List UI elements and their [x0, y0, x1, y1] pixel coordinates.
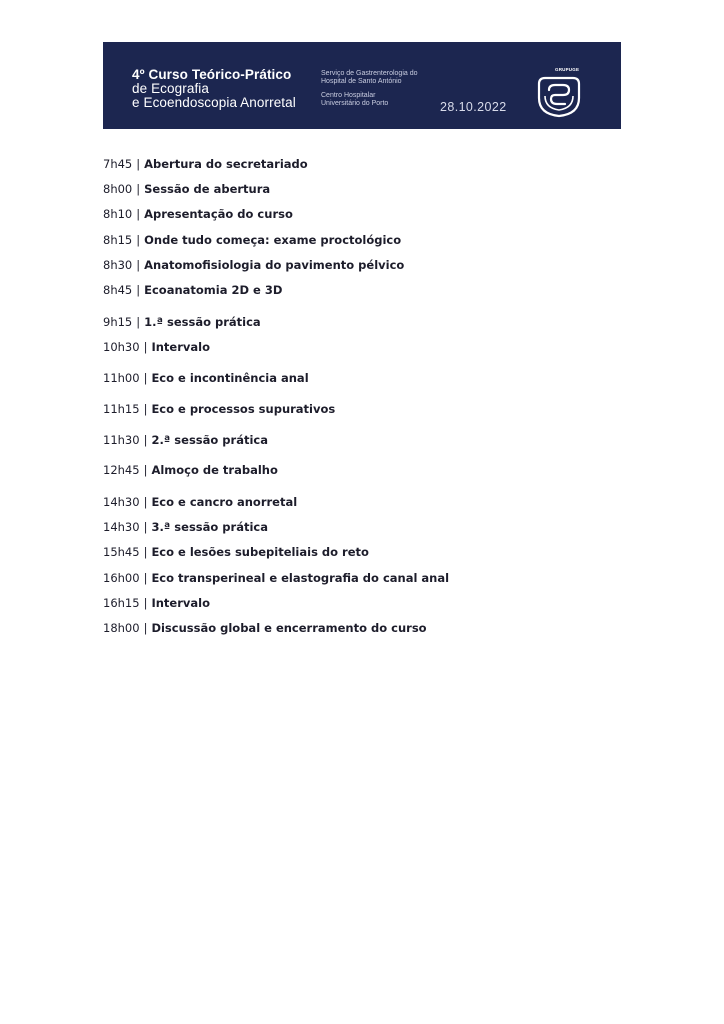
separator: | — [136, 283, 141, 297]
course-title-line: de Ecografia — [132, 81, 209, 96]
schedule-title: Almoço de trabalho — [151, 463, 278, 477]
schedule-time: 10h30 — [103, 340, 140, 354]
schedule-list — [103, 0, 623, 1024]
schedule-time: 16h15 — [103, 596, 140, 610]
schedule-time: 16h00 — [103, 571, 140, 585]
schedule-title: Eco e cancro anorretal — [151, 495, 298, 509]
schedule-title: Eco transperineal e elastografia do canal anal — [151, 571, 450, 585]
separator: | — [143, 402, 148, 416]
separator: | — [143, 433, 148, 447]
schedule-time: 18h00 — [103, 621, 140, 635]
schedule-item — [103, 571, 449, 585]
schedule-time: 11h00 — [103, 371, 140, 385]
schedule-title: Ecoanatomia 2D e 3D — [144, 283, 283, 297]
schedule-title: Discussão global e encerramento do curso — [151, 621, 427, 635]
separator: | — [136, 315, 141, 329]
logo-label: GRUPUGE — [555, 67, 580, 72]
schedule-title: Eco e incontinência anal — [151, 371, 309, 385]
schedule-time: 9h15 — [103, 315, 133, 329]
separator: | — [136, 157, 141, 171]
schedule-title: 2.ª sessão prática — [151, 433, 268, 447]
separator: | — [136, 258, 141, 272]
schedule-item — [103, 621, 427, 635]
schedule-time: 8h45 — [103, 283, 133, 297]
schedule-time: 8h30 — [103, 258, 133, 272]
separator: | — [143, 520, 148, 534]
schedule-title: Anatomofisiologia do pavimento pélvico — [144, 258, 405, 272]
schedule-title: Eco e processos supurativos — [151, 402, 336, 416]
event-date: 28.10.2022 — [440, 100, 507, 114]
separator: | — [143, 371, 148, 385]
separator: | — [136, 233, 141, 247]
schedule-item — [103, 182, 270, 196]
schedule-item — [103, 233, 401, 247]
organizer-line: Hospital de Santo António — [321, 78, 402, 85]
schedule-title: Sessão de abertura — [144, 182, 271, 196]
schedule-item — [103, 340, 210, 354]
schedule-item — [103, 371, 309, 385]
schedule-title: Intervalo — [151, 596, 210, 610]
schedule-title: Intervalo — [151, 340, 210, 354]
schedule-item — [103, 596, 210, 610]
schedule-time: 8h00 — [103, 182, 133, 196]
schedule-title: 1.ª sessão prática — [144, 315, 261, 329]
schedule-time: 7h45 — [103, 157, 133, 171]
separator: | — [143, 571, 148, 585]
schedule-item — [103, 283, 282, 297]
schedule-item — [103, 433, 268, 447]
separator: | — [143, 495, 148, 509]
schedule-time: 14h30 — [103, 520, 140, 534]
organizer-line: Universitário do Porto — [321, 100, 389, 107]
schedule-item — [103, 520, 268, 534]
separator: | — [143, 621, 148, 635]
schedule-time: 14h30 — [103, 495, 140, 509]
schedule-time: 8h15 — [103, 233, 133, 247]
schedule-time: 8h10 — [103, 207, 133, 221]
schedule-item — [103, 495, 297, 509]
schedule-title: 3.ª sessão prática — [151, 520, 268, 534]
separator: | — [136, 182, 141, 196]
schedule-title: Eco e lesões subepiteliais do reto — [151, 545, 369, 559]
separator: | — [136, 207, 141, 221]
schedule-item — [103, 402, 335, 416]
schedule-title: Apresentação do curso — [144, 207, 293, 221]
separator: | — [143, 545, 148, 559]
schedule-item — [103, 258, 404, 272]
course-title-line: 4º Curso Teórico-Prático — [132, 67, 292, 82]
schedule-item — [103, 157, 308, 171]
separator: | — [143, 596, 148, 610]
schedule-title: Onde tudo começa: exame proctológico — [144, 233, 402, 247]
separator: | — [143, 340, 148, 354]
schedule-item — [103, 545, 369, 559]
separator: | — [143, 463, 148, 477]
organizer-line: Serviço de Gastrenterologia do — [321, 70, 418, 77]
schedule-item — [103, 463, 278, 477]
schedule-item — [103, 315, 261, 329]
schedule-time: 15h45 — [103, 545, 140, 559]
course-title-line: e Ecoendoscopia Anorretal — [132, 95, 296, 110]
schedule-time: 11h30 — [103, 433, 140, 447]
schedule-time: 11h15 — [103, 402, 140, 416]
organizer-line: Centro Hospitalar — [321, 92, 376, 99]
schedule-title: Abertura do secretariado — [144, 157, 308, 171]
schedule-time: 12h45 — [103, 463, 140, 477]
schedule-item — [103, 207, 293, 221]
